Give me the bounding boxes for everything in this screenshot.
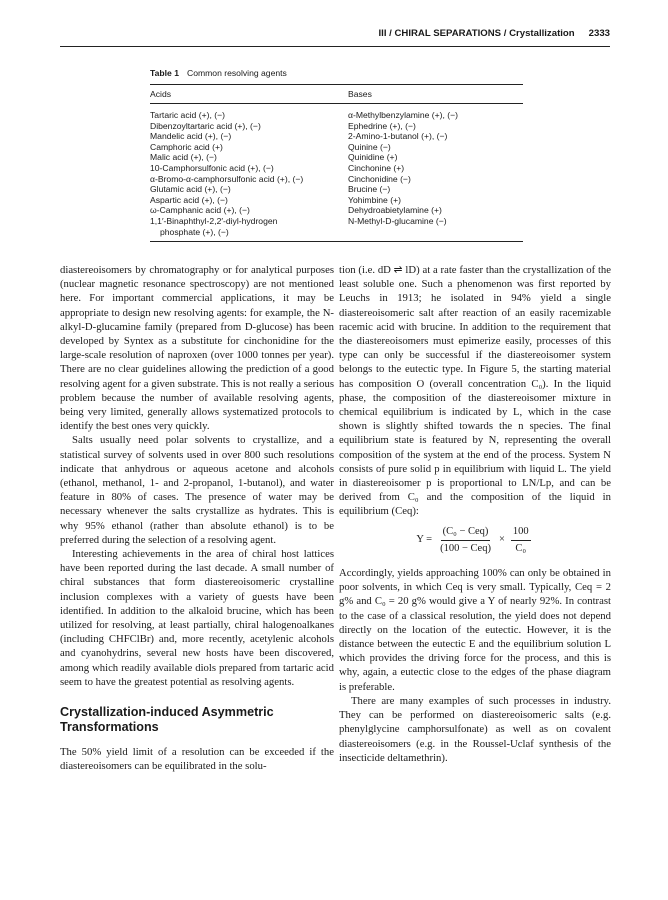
base-cell: 2-Amino-1-butanol (+), (−) [348, 131, 448, 142]
running-head [60, 28, 610, 47]
equation-denominator: C₀ [515, 542, 527, 554]
equation-lhs: Y = [416, 534, 433, 546]
base-cell: Quinidine (+) [348, 152, 398, 163]
body-paragraph: diastereoisomers by chromatography or for analytical purposes (nuclear magnetic resonance spectroscopy) are not mentioned here. For important commercial applications, it may be appropriate to design new resolving agents: for example, the N-alkyl-D-glucamine family (prepared from D-glucose) has been developed by Syntex as a substitute for cinchonidine for the large-scale resolution of naproxen (over 1000 tonnes per year). There are no clear guidelines allowing the prediction of a good resolving agent for a given substrate. This is not really a serious problem because the number of available resolving agents, being very limited, generally allows systematized protocols to identify the best ones very quickly. [60, 264, 334, 433]
table-header-row [150, 85, 523, 103]
acid-cell: Glutamic acid (+), (−) [150, 184, 231, 195]
running-title: III / CHIRAL SEPARATIONS / Crystallization [378, 28, 575, 39]
bases-column [348, 110, 523, 237]
acid-cell: Tartaric acid (+), (−) [150, 110, 225, 120]
acid-cell: Malic acid (+), (−) [150, 152, 217, 163]
resolving-agents-table [150, 68, 523, 242]
body-paragraph: The 50% yield limit of a resolution can be exceeded if the diastereoisomers can be equilibrated in the solu- [60, 746, 334, 773]
section-heading: Crystallization-induced Asymmetric Transformations [60, 705, 274, 735]
table-caption [150, 68, 523, 78]
base-cell: N-Methyl-D-glucamine (−) [348, 215, 447, 226]
base-cell: Brucine (−) [348, 184, 391, 195]
table-number: Table 1 [150, 68, 179, 78]
acid-cell: 1,1′-Binaphthyl-2,2′-diyl-hydrogen [150, 215, 278, 226]
equation-denominator: (100 − Ceq) [440, 542, 491, 554]
base-cell: Quinine (−) [348, 141, 391, 152]
acid-cell: 10-Camphorsulfonic acid (+), (−) [150, 162, 274, 173]
acid-cell: phosphate (+), (−) [160, 226, 229, 237]
right-text-column [339, 263, 611, 765]
base-cell: Ephedrine (+), (−) [348, 120, 416, 131]
body-paragraph: Accordingly, yields approaching 100% can only be obtained in poor solvents, in which Ceq is very small. Typically, Ceq = 2 g% and C₀ = 20 g% would give a Y of nearly 92%. In contrast to the case of a classical resolution, the yield does not depend directly on the location of the eutectic. However, it is the distance between the eutectic E and the equilibrium solution L which provides the driving force for the process, and this is why, again, a eutectic close to the edges of the phase diagram is preferable. [339, 567, 611, 693]
base-cell: α-Methylbenzylamine (+), (−) [348, 110, 459, 120]
body-paragraph: Salts usually need polar solvents to crystallize, and a statistical survey of solvents used in over 800 such resolutions indicate that anhydrous or aqueous acetone and alcohols (ethanol, methanol, 1- and 2-propanol, 1-butanol), and water feature in 80% of cases. The presence of water may be necessary whenever the salts crystallize as hydrates. This is why 95% ethanol (rather than absolute ethanol) is to be preferred during the selection of a resolving agent. [60, 434, 334, 546]
left-text-column [60, 263, 334, 774]
base-cell: Yohimbine (+) [348, 194, 401, 205]
page-number: 2333 [588, 28, 610, 39]
equation-numerator: (C₀ − Ceq) [441, 525, 491, 541]
header-acids: Acids [150, 89, 172, 99]
acid-cell: Dibenzoyltartaric acid (+), (−) [150, 120, 261, 131]
equation-numerator: 100 [511, 525, 531, 541]
acid-cell: ω-Camphanic acid (+), (−) [150, 205, 250, 216]
table-body [150, 104, 523, 242]
yield-equation [339, 525, 611, 556]
base-cell: Cinchonidine (−) [348, 173, 411, 184]
table-caption-text: Common resolving agents [186, 68, 287, 78]
acid-cell: Aspartic acid (+), (−) [150, 194, 228, 205]
body-paragraph: tion (i.e. dD ⇌ lD) at a rate faster than the crystallization of the least soluble one. Such a phenomenon was first reported by Leuchs in 1913; he isolated in 94% yield a single diastereoisomeric salt after reaction of an easily racemizable racemic acid with brucine. In addition to the requirement that the diastereoisomers must epimerize easily, processes of this type can only be successful if the diastereoisomer system belongs to the eutectic type. In Figure 5, the starting material has composition O (overall concentration C₀). In the liquid phase, the composition of the diastereoisomer mixture in chemical equilibrium is indicated by L, which in the case shown is slightly shifted towards the n species. The final equilibrium state is featured by N, representing the overall composition of the system at the end of the process. System N consists of pure solid p in equilibrium with liquid L. The yield in diastereoisomer p is proportional to LN/Lp, and can be derived from C₀ and the composition of the liquid in equilibrium (Ceq): [339, 264, 611, 518]
acid-cell: Mandelic acid (+), (−) [150, 131, 232, 142]
equation-times: × [498, 534, 505, 546]
base-cell: Cinchonine (+) [348, 162, 405, 173]
body-paragraph: Interesting achievements in the area of chiral host lattices have been reported during the last decade. A small number of chiral substances that form diastereoisomeric crystalline inclusion complexes with a variety of guests have been identified. In addition to the alkaloid brucine, which has been utilized for resolving, at least partially, chiral halogenoalkanes (including CHFClBr) and, more recently, acetylenic alcohols and cyanohydrins, several new hosts have been discovered, among which readily available diols prepared from tartaric acid seem to have the greatest potential as resolving agents. [60, 548, 334, 688]
acid-cell: α-Bromo-α-camphorsulfonic acid (+), (−) [150, 173, 304, 184]
equation-fraction-1 [438, 525, 493, 556]
body-paragraph: There are many examples of such processes in industry. They can be performed on diastereoisomeric salts (e.g. phenylglycine camphorsulfonate) as well as on covalent diastereoisomers (e.g. in the Roussel-Uclaf synthesis of the insecticide deltamethrin). [339, 694, 611, 764]
base-cell: Dehydroabietylamine (+) [348, 205, 442, 216]
acid-cell: Camphoric acid (+) [150, 141, 223, 152]
acids-column [150, 110, 348, 237]
header-bases: Bases [348, 89, 372, 99]
equation-fraction-2 [511, 525, 531, 556]
